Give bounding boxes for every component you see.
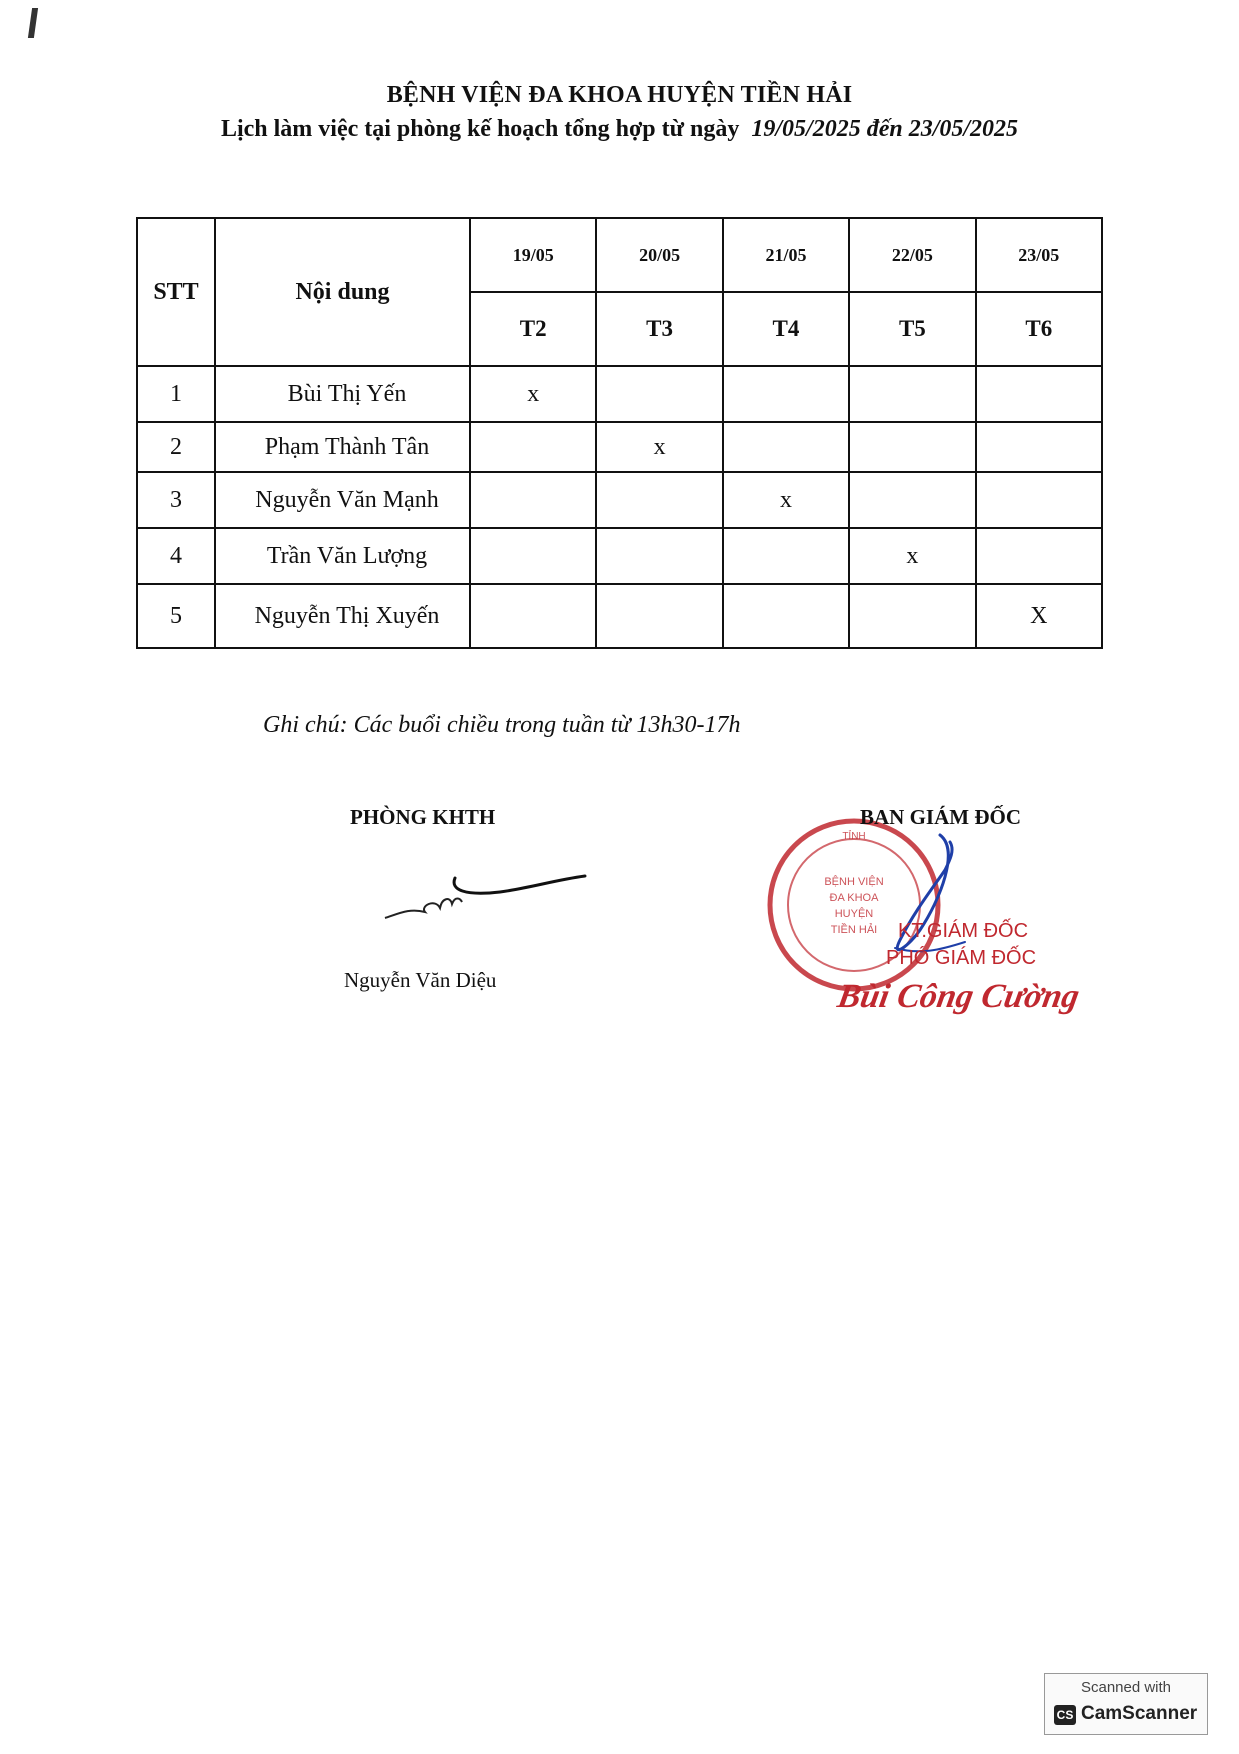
- table-row: [137, 528, 1102, 584]
- row-mark: [976, 528, 1102, 584]
- row-mark: [849, 422, 975, 472]
- row-mark: [596, 528, 722, 584]
- row-mark: [976, 366, 1102, 422]
- row-stt: 3: [137, 472, 215, 528]
- svg-text:BỆNH VIỆN: BỆNH VIỆN: [824, 876, 884, 888]
- row-mark: [723, 584, 849, 648]
- row-mark: x: [849, 528, 975, 584]
- row-mark: [596, 584, 722, 648]
- col-header-content: Nội dung: [215, 218, 470, 366]
- col-header-day: T5: [849, 292, 975, 366]
- handwritten-signature-left: [380, 868, 590, 928]
- row-mark: [723, 366, 849, 422]
- row-mark: [596, 472, 722, 528]
- table-row: [137, 366, 1102, 422]
- col-header-stt: STT: [137, 218, 215, 366]
- row-mark: [849, 584, 975, 648]
- svg-text:ĐA KHOA: ĐA KHOA: [829, 892, 879, 904]
- row-stt: 4: [137, 528, 215, 584]
- row-mark: X: [976, 584, 1102, 648]
- col-header-day: T4: [723, 292, 849, 366]
- row-mark: [723, 422, 849, 472]
- subtitle-text: Lịch làm việc tại phòng kế hoạch tổng hợp từ ngày: [220, 116, 740, 142]
- row-mark: [976, 472, 1102, 528]
- col-header-day: T3: [596, 292, 722, 366]
- col-header-day: T6: [976, 292, 1102, 366]
- row-mark: [849, 366, 975, 422]
- row-mark: [470, 584, 596, 648]
- row-mark: [723, 528, 849, 584]
- svg-text:HUYỆN: HUYỆN: [834, 908, 874, 920]
- row-stt: 1: [137, 366, 215, 422]
- row-mark: [849, 472, 975, 528]
- right-signature-role2: PHÓ GIÁM ĐỐC: [886, 947, 1037, 969]
- scan-edge-mark: [28, 8, 38, 38]
- row-name: Nguyễn Văn Mạnh: [215, 472, 470, 528]
- subtitle-dates: 19/05/2025 đến 23/05/2025: [751, 116, 1019, 142]
- col-header-date: 23/05: [976, 218, 1102, 292]
- watermark-name: CamScanner: [1081, 1703, 1198, 1724]
- table-header-row-dates: [137, 218, 1102, 292]
- row-name: Phạm Thành Tân: [215, 422, 470, 472]
- svg-text:TIỀN HẢI: TIỀN HẢI: [830, 924, 878, 936]
- table-row: [137, 584, 1102, 648]
- right-signature-role1: KT.GIÁM ĐỐC: [898, 920, 1029, 942]
- row-mark: [470, 528, 596, 584]
- row-mark: x: [470, 366, 596, 422]
- row-mark: x: [723, 472, 849, 528]
- row-mark: [976, 422, 1102, 472]
- hospital-title: BỆNH VIỆN ĐA KHOA HUYỆN TIỀN HẢI: [386, 82, 853, 108]
- col-header-date: 21/05: [723, 218, 849, 292]
- schedule-table: [136, 217, 1103, 649]
- row-name: Nguyễn Thị Xuyến: [215, 584, 470, 648]
- left-signature-title: PHÒNG KHTH: [350, 805, 496, 829]
- row-mark: x: [596, 422, 722, 472]
- svg-text:TỈNH: TỈNH: [842, 831, 866, 842]
- col-header-date: 19/05: [470, 218, 596, 292]
- table-row: [137, 422, 1102, 472]
- schedule-subtitle: [0, 116, 1239, 143]
- row-stt: 5: [137, 584, 215, 648]
- schedule-note: Ghi chú: Các buổi chiều trong tuần từ 13h30-17h: [263, 712, 741, 738]
- row-name: Trần Văn Lượng: [215, 528, 470, 584]
- row-mark: [596, 366, 722, 422]
- row-mark: [470, 472, 596, 528]
- row-stt: 2: [137, 422, 215, 472]
- right-signature-name: Bùi Công Cường: [834, 978, 1083, 1015]
- col-header-date: 20/05: [596, 218, 722, 292]
- camscanner-watermark: [1044, 1673, 1208, 1735]
- col-header-day: T2: [470, 292, 596, 366]
- right-signature-title: BAN GIÁM ĐỐC: [860, 805, 1021, 829]
- row-mark: [470, 422, 596, 472]
- camscanner-logo-icon: CS: [1054, 1705, 1076, 1725]
- watermark-line1: Scanned with: [1080, 1679, 1172, 1696]
- col-header-date: 22/05: [849, 218, 975, 292]
- table-row: [137, 472, 1102, 528]
- row-name: Bùi Thị Yến: [215, 366, 470, 422]
- left-signature-name: Nguyễn Văn Diệu: [344, 968, 497, 992]
